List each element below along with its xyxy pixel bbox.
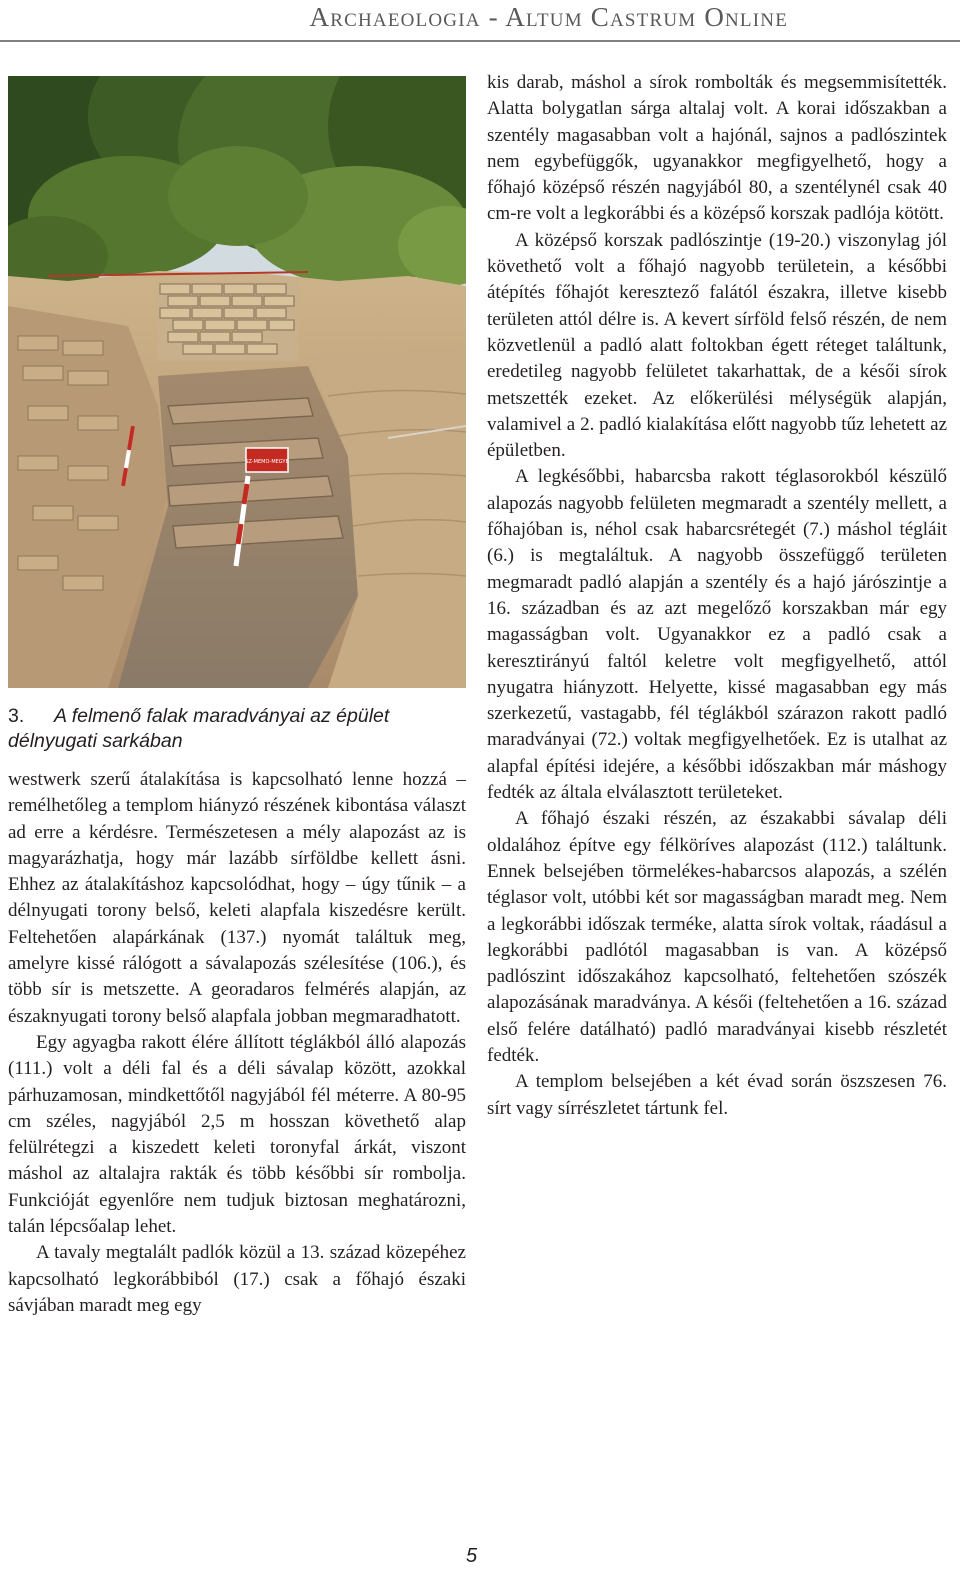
right-text-column — [487, 70, 947, 1122]
svg-text:SZ-MEMO-MEGYE: SZ-MEMO-MEGYE — [245, 459, 289, 465]
left-text-column — [8, 767, 466, 1319]
running-title: Archaeologia - Altum Castrum Online — [309, 2, 788, 32]
paragraph: westwerk szerű átalakítása is kapcsolható lenne hozzá – remélhetőleg a templom hiányzó részének kibontása választ ad erre a kérdésre. Természetesen a mély alapozást az is magyarázhatja, hogy már lazább sírföldbe kellett ásni. Ehhez az átalakításhoz kapcsolódhat, hogy – úgy tűnik – a délnyugati torony belső, keleti alapfala kiszedésre került. Feltehetően alapárkának (137.) nyomát találtuk meg, amelyre kissé rálógott a sávalapozás szélesítése (106.), és több sír is metszette. A georadaros felmérés alapján, az északnyugati torony belső alapfala jobban megmaradhatott. — [8, 769, 466, 1027]
figure-number: 3. — [8, 705, 25, 727]
figure-caption-text: A felmenő falak maradványai az épület délnyugati sarkában — [8, 705, 390, 752]
paragraph: A templom belsejében a két évad során öszszesen 76. sírt vagy sírrészletet tártunk fel. — [487, 1071, 947, 1119]
paragraph: A legkésőbbi, habarcsba rakott téglasorokból készülő alapozás nagyobb felületen megmaradt a szentély mellett, a főhajóban is, néhol csak habarcsrétegét (7.) máshol tégláit (6.) is megtaláltuk. A nagyobb összefüggő területen megmaradt padló alapján a szentély és a hajó járószintje a 16. században és az azt megelőző korszakban már egy magasságban volt. Ugyanakkor ez a padló csak a keresztirányú faltól keletre volt megfigyelhető, attól nyugatra hiányzott. Helyette, kissé magasabban egy más szerkezetű, vastagabb, fél téglákból szárazon rakott padló maradványai (72.) voltak megfigyelhetőek. Ez is utalhat az alapfal építési idejére, a későbbi időszakban már máshogy fedték az általa elválasztott területeket. — [487, 466, 947, 804]
header-rule — [0, 40, 960, 42]
page-header — [0, 0, 960, 36]
page-number: 5 — [466, 1545, 478, 1567]
excavation-photo — [8, 76, 466, 688]
paragraph: A középső korszak padlószintje (19-20.) viszonylag jól követhető volt a főhajó nagyobb területein, a későbbi átépítés főhajót keresztező falától északra, illetve kisebb területen attól délre is. A kevert sírföld felső részén, de nem közvetlenül a padló alatt foltokban égett réteget találtunk, eredetileg nagyobb felületet takarhattak, de a késői sírok metszették ezeket. Az előkerülési mélységük alapján, valamivel a 2. padló kialakítása előtt nagyobb tűz lehetett az épületben. — [487, 229, 947, 462]
paragraph: kis darab, máshol a sírok rombolták és megsemmisítették. Alatta bolygatlan sárga altalaj volt. A korai időszakban a szentély magasabban volt a hajónál, sajnos a padlószintek nem egybefüggők, ugyanakkor megfigyelhető, hogy a főhajó középső részén nagyjából 80, a szentélynél csak 40 cm-re volt a legkorábbi és a középső korszak padlója kötött. — [487, 72, 947, 225]
excavation-label-sign — [245, 448, 288, 472]
brick-wall — [158, 281, 298, 361]
paragraph: Egy agyagba rakott élére állított téglákból álló alapozás (111.) volt a déli fal és a déli sávalap között, azokkal párhuzamosan, mindkettőtől nagyjából fél méterre. A 80-95 cm széles, nagyjából 2,5 m hosszan követhető alap felülrétegzi a kiszedett keleti toronyfal árkát, viszont máshol az altalajra rakták és több későbbi sír rombolja. Funkcióját egyenlőre nem tudjuk biztosan meghatározni, talán lépcsőalap lehet. — [8, 1031, 466, 1238]
paragraph: A főhajó északi részén, az északabbi sávalap déli oldalához építve egy félköríves alapozást (112.) találtunk. Ennek belsejében törmelékes-habarcsos alapozás, a szélén téglasor volt, utóbbi két sor magasságban maradt meg. Nem a legkorábbi időszak terméke, alatta sírok voltak, ráadásul a legkorábbi padlótól magasabban is van. A középső padlószint időszakához kapcsolható, feltehetően szószék alapozásának maradványa. A késői (feltehetően a 16. század első felére datálható) padló maradványai kisebb részletét fedték. — [487, 808, 947, 1066]
figure-caption — [8, 704, 468, 754]
paragraph: A tavaly megtalált padlók közül a 13. század közepéhez kapcsolható legkorábbiból (17.) csak a főhajó északi sávjában maradt meg egy — [8, 1242, 466, 1316]
